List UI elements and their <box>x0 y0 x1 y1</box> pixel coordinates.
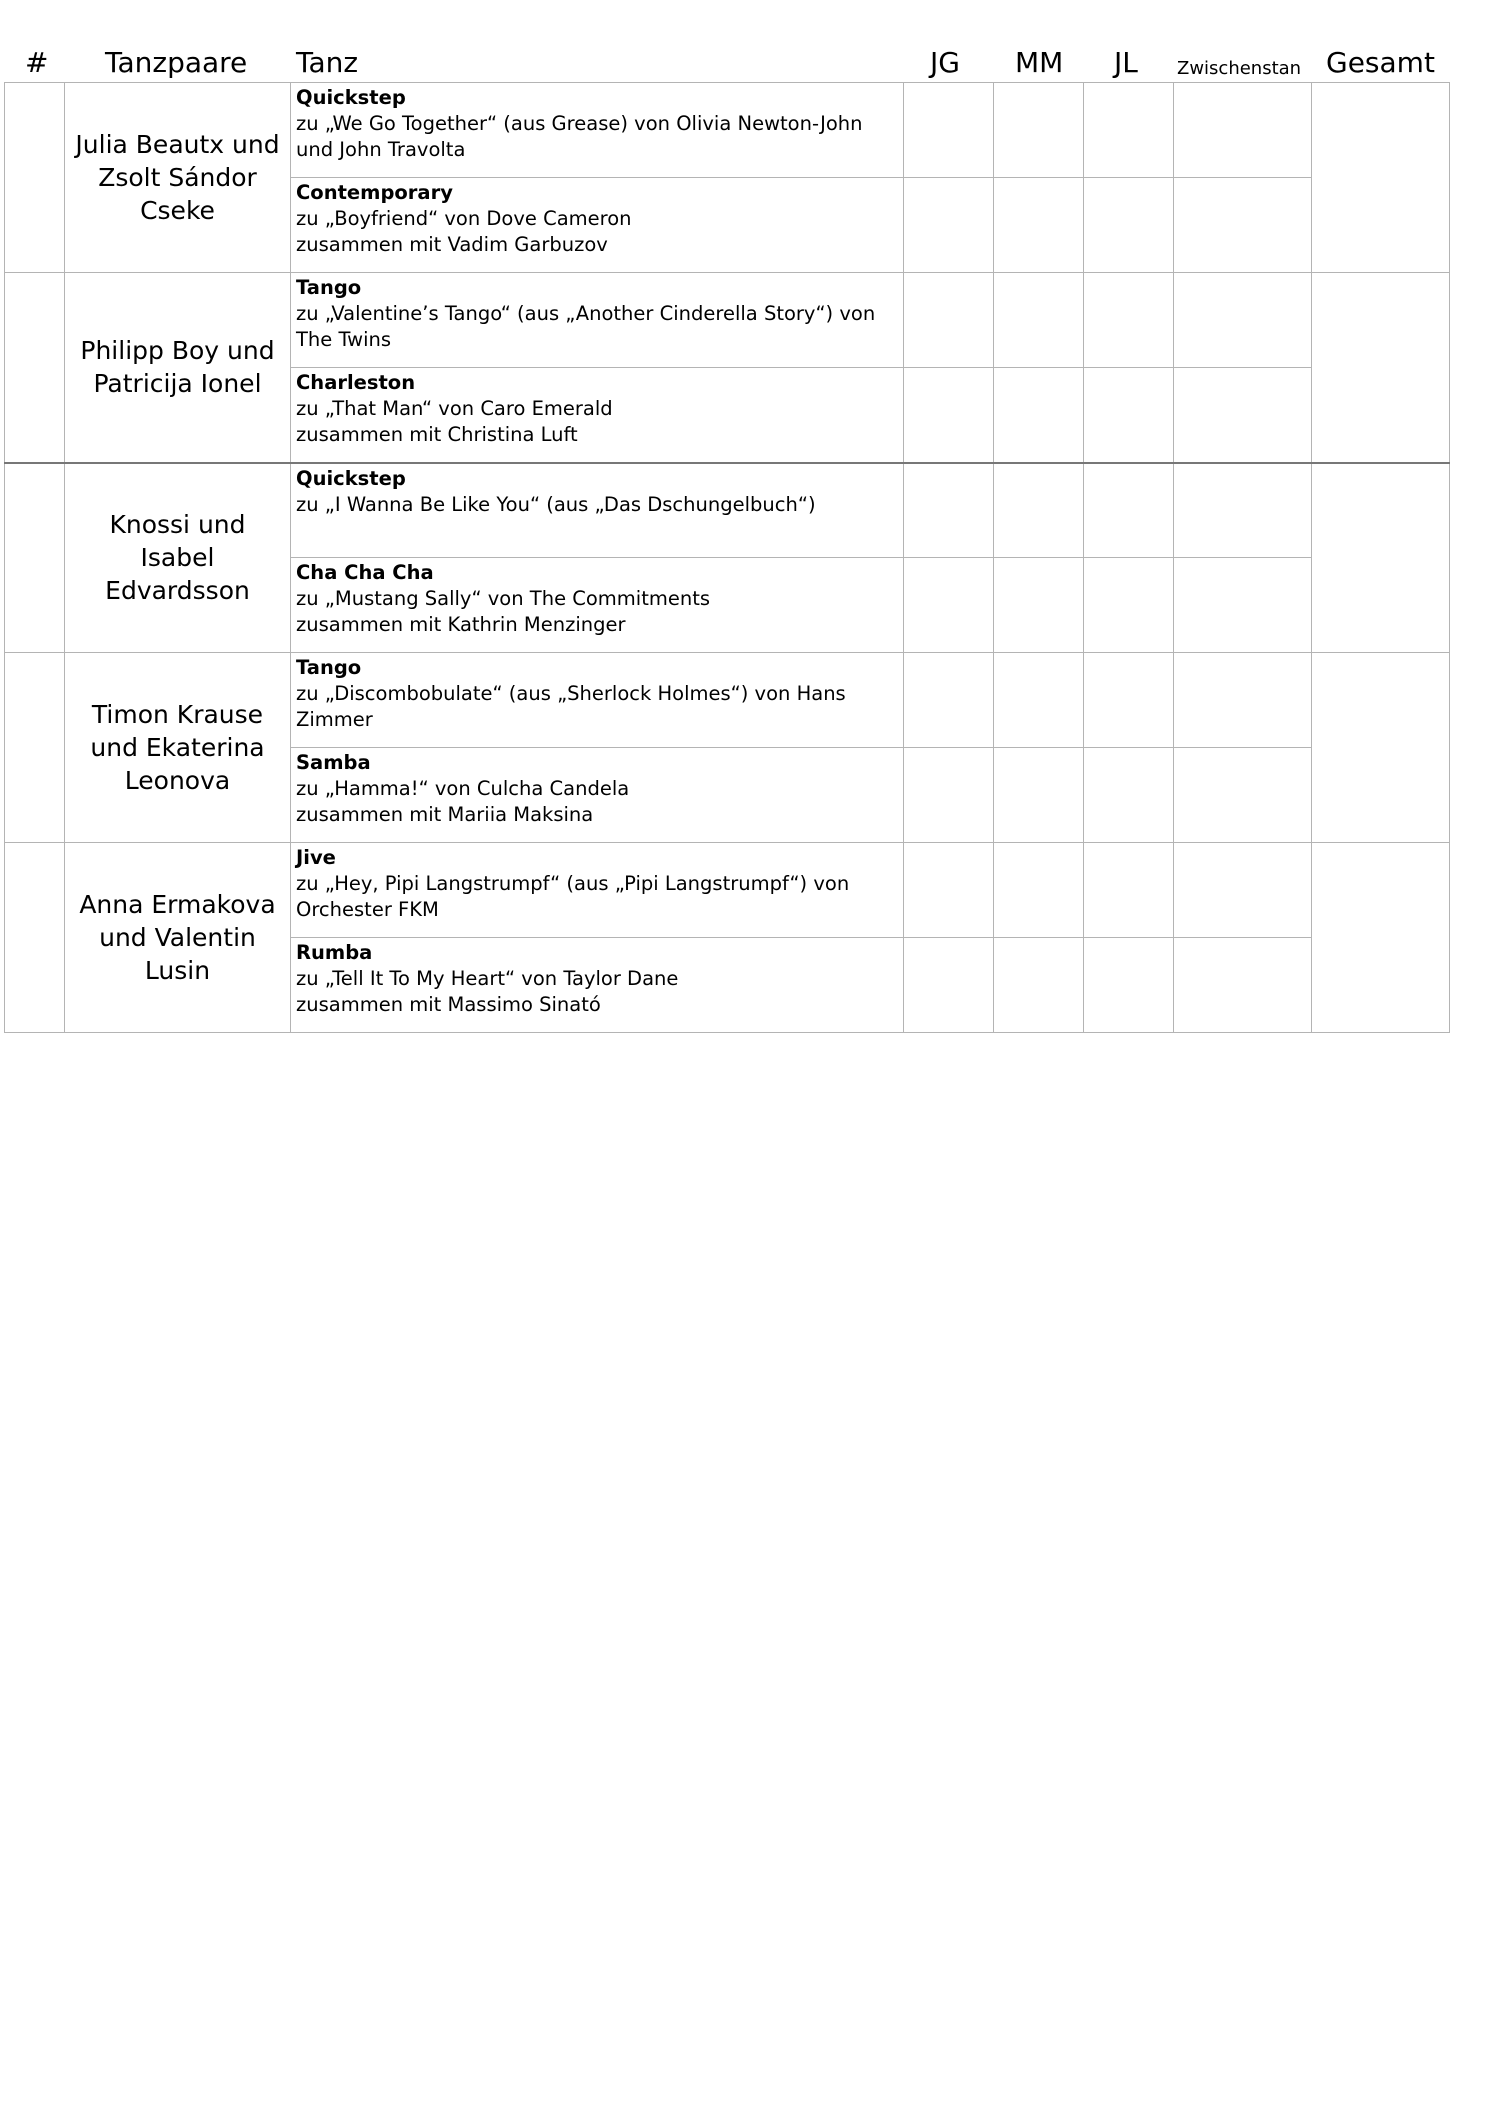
dance-description: zu „Hamma!“ von Culcha Candela <box>296 777 630 800</box>
dance-cell <box>291 748 904 843</box>
rank-cell[interactable] <box>5 653 65 843</box>
rank-cell[interactable] <box>5 463 65 653</box>
score-cell-jg[interactable] <box>904 938 994 1033</box>
score-cell-interim[interactable] <box>1174 938 1312 1033</box>
dance-style: Tango <box>296 656 362 679</box>
score-cell-total[interactable] <box>1312 83 1450 273</box>
dance-style: Contemporary <box>296 181 453 204</box>
score-cell-interim[interactable] <box>1174 843 1312 938</box>
score-cell-jg[interactable] <box>904 178 994 273</box>
dance-style: Jive <box>296 846 336 869</box>
dance-row <box>5 83 1450 178</box>
dance-style: Quickstep <box>296 86 406 109</box>
couple-name: Anna Ermakova und Valentin Lusin <box>65 843 291 1033</box>
couple-name: Knossi und Isabel Edvardsson <box>65 463 291 653</box>
score-cell-jl[interactable] <box>1084 83 1174 178</box>
dance-description: zu „Boyfriend“ von Dove Cameron <box>296 207 632 230</box>
score-cell-jg[interactable] <box>904 273 994 368</box>
header-judge-jg: JG <box>930 46 960 79</box>
rank-cell[interactable] <box>5 83 65 273</box>
score-cell-mm[interactable] <box>994 368 1084 463</box>
score-cell-mm[interactable] <box>994 178 1084 273</box>
rank-cell[interactable] <box>5 273 65 463</box>
score-cell-interim[interactable] <box>1174 178 1312 273</box>
score-cell-interim[interactable] <box>1174 748 1312 843</box>
dance-description: zu „Mustang Sally“ von The Commitments <box>296 587 711 610</box>
score-cell-jl[interactable] <box>1084 938 1174 1033</box>
dance-cell <box>291 463 904 558</box>
score-cell-mm[interactable] <box>994 843 1084 938</box>
dance-cell <box>291 83 904 178</box>
score-cell-total[interactable] <box>1312 463 1450 653</box>
score-cell-jg[interactable] <box>904 843 994 938</box>
score-cell-interim[interactable] <box>1174 273 1312 368</box>
score-cell-mm[interactable] <box>994 748 1084 843</box>
score-cell-total[interactable] <box>1312 273 1450 463</box>
dance-style: Charleston <box>296 371 416 394</box>
couple-name: Philipp Boy und Patricija Ionel <box>65 273 291 463</box>
dance-row <box>5 843 1450 938</box>
score-cell-jg[interactable] <box>904 748 994 843</box>
score-cell-jl[interactable] <box>1084 748 1174 843</box>
score-cell-jl[interactable] <box>1084 178 1174 273</box>
score-table <box>4 82 1450 1033</box>
score-cell-interim[interactable] <box>1174 558 1312 653</box>
score-cell-jl[interactable] <box>1084 653 1174 748</box>
header-number: # <box>25 46 49 79</box>
score-cell-jl[interactable] <box>1084 273 1174 368</box>
dance-cell <box>291 558 904 653</box>
dance-description: zu „Discombobulate“ (aus „Sherlock Holmes“) von Hans Zimmer <box>296 682 846 731</box>
score-cell-mm[interactable] <box>994 463 1084 558</box>
dance-style: Cha Cha Cha <box>296 561 434 584</box>
dance-cell <box>291 938 904 1033</box>
score-cell-total[interactable] <box>1312 653 1450 843</box>
dance-cell <box>291 178 904 273</box>
dance-description: zu „Tell It To My Heart“ von Taylor Dane <box>296 967 679 990</box>
dance-description: zusammen mit Massimo Sinató <box>296 993 601 1016</box>
score-cell-jg[interactable] <box>904 558 994 653</box>
score-cell-jg[interactable] <box>904 83 994 178</box>
dance-cell <box>291 368 904 463</box>
score-cell-mm[interactable] <box>994 273 1084 368</box>
dance-cell <box>291 653 904 748</box>
dance-style: Quickstep <box>296 466 406 490</box>
score-cell-jg[interactable] <box>904 463 994 558</box>
dance-row <box>5 653 1450 748</box>
dance-description: zusammen mit Vadim Garbuzov <box>296 233 608 256</box>
dance-description: zu „Valentine’s Tango“ (aus „Another Cinderella Story“) von The Twins <box>296 302 876 351</box>
dance-description: zusammen mit Christina Luft <box>296 423 578 446</box>
rank-cell[interactable] <box>5 843 65 1033</box>
dance-cell <box>291 843 904 938</box>
score-cell-jl[interactable] <box>1084 843 1174 938</box>
header-couples: Tanzpaare <box>105 46 248 79</box>
dance-description: zu „Hey, Pipi Langstrumpf“ (aus „Pipi Langstrumpf“) von Orchester FKM <box>296 872 850 921</box>
score-cell-jl[interactable] <box>1084 558 1174 653</box>
dance-style: Samba <box>296 751 371 774</box>
couple-name: Timon Krause und Ekaterina Leonova <box>65 653 291 843</box>
score-cell-jg[interactable] <box>904 368 994 463</box>
dance-description: zusammen mit Mariia Maksina <box>296 803 594 826</box>
header-dance: Tanz <box>296 46 359 79</box>
dance-description: zu „I Wanna Be Like You“ (aus „Das Dschungelbuch“) <box>296 492 816 516</box>
score-cell-mm[interactable] <box>994 938 1084 1033</box>
score-cell-mm[interactable] <box>994 653 1084 748</box>
score-cell-mm[interactable] <box>994 83 1084 178</box>
score-cell-interim[interactable] <box>1174 83 1312 178</box>
header-total: Gesamt <box>1326 46 1435 79</box>
score-cell-mm[interactable] <box>994 558 1084 653</box>
dance-style: Tango <box>296 276 362 299</box>
dance-cell <box>291 273 904 368</box>
dance-row <box>5 273 1450 368</box>
score-cell-jl[interactable] <box>1084 463 1174 558</box>
header-judge-mm: MM <box>1015 46 1064 79</box>
score-cell-interim[interactable] <box>1174 368 1312 463</box>
score-cell-jg[interactable] <box>904 653 994 748</box>
header-interim: Zwischenstan <box>1177 58 1302 79</box>
header-judge-jl: JL <box>1114 46 1138 79</box>
dance-row <box>5 463 1450 558</box>
score-cell-interim[interactable] <box>1174 653 1312 748</box>
score-cell-interim[interactable] <box>1174 463 1312 558</box>
dance-description: zu „We Go Together“ (aus Grease) von Olivia Newton-John und John Travolta <box>296 112 863 161</box>
dance-description: zu „That Man“ von Caro Emerald <box>296 397 613 420</box>
score-cell-jl[interactable] <box>1084 368 1174 463</box>
dance-description: zusammen mit Kathrin Menzinger <box>296 613 626 636</box>
couple-name: Julia Beautx und Zsolt Sándor Cseke <box>65 83 291 273</box>
dance-style: Rumba <box>296 941 373 964</box>
score-cell-total[interactable] <box>1312 843 1450 1033</box>
